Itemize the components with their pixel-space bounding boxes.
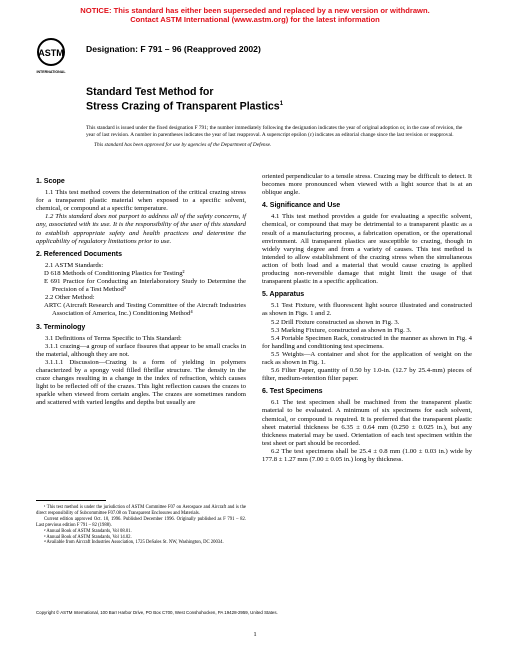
paragraph-2-1: 2.1 ASTM Standards: xyxy=(45,261,104,269)
paragraph-3-continued: oriented perpendicular to a tensile stress. Crazing may be difficult to detect. It becomes more pronounced when viewed with a light source that is at an oblique angle. xyxy=(262,173,472,197)
issuance-paragraph: This standard is issued under the fixed designation F 791; the number immediately following the designation indicates the year of original adoption or, in the case of revision, the year of last revision. A number in parentheses indicates the year of last reapproval. A superscript epsilon (ε) indicates an editorial change since the last revision or reapproval. xyxy=(86,125,463,138)
paragraph-3-1-1: 3.1.1 crazing—a group of surface fissures that appear to be small cracks in the material, although they are not. xyxy=(36,342,246,358)
paragraph-5-4: 5.4 Portable Specimen Rack, constructed in the manner as shown in Fig. 4 for handling and conditioning test specimens. xyxy=(262,334,472,350)
footnote-1-edition: Current edition approved Oct. 10, 1996. Published December 1996. Originally published as F 791 – 82. Last previous edition F 791 – 82 (1988). xyxy=(36,516,246,528)
title-line-1: Standard Test Method for xyxy=(86,86,214,98)
paragraph-2-2: 2.2 Other Method: xyxy=(45,294,95,302)
paragraph-6-2: 6.2 The test specimens shall be 25.4 ± 0.8 mm (1.00 ± 0.03 in.) wide by 177.8 ± 1.27 mm (7.00 ± 0.05 in.) long by thickness. xyxy=(262,447,472,463)
section-heading-referenced-documents: 2. Referenced Documents xyxy=(36,250,122,258)
paragraph-5-2: 5.2 Drill Fixture constructed as shown in Fig. 3. xyxy=(271,318,400,326)
issuance-note xyxy=(86,125,468,153)
paragraph-3-1: 3.1 Definitions of Terms Specific to This Standard: xyxy=(45,334,182,342)
footnote-1: ¹ This test method is under the jurisdiction of ASTM Committee F07 on Aerospace and Aircraft and is the direct responsibility of Subcommittee F07.08 on Transparent Enclosures and Materials. xyxy=(36,505,246,516)
paragraph-5-1: 5.1 Test Fixture, with fluorescent light source illustrated and constructed as shown in Figs. 1 and 2. xyxy=(262,302,472,318)
footnote-3: ³ Annual Book of ASTM Standards, Vol 14.02. xyxy=(44,534,132,540)
section-heading-apparatus: 5. Apparatus xyxy=(262,291,305,299)
copyright-line: Copyright © ASTM International, 100 Barr Harbor Drive, PO Box C700, West Conshohocken, PA 19428-2959, United States. xyxy=(36,610,278,615)
reference-artc: ARTC (Aircraft Research and Testing Committee of the Aircraft Industries Association of America, Inc.) Conditioning Method⁴ xyxy=(44,302,246,318)
reference-e691: E 691 Practice for Conducting an Interlaboratory Study to Determine the Precision of a Test Method³ xyxy=(44,278,246,294)
svg-text:INTERNATIONAL: INTERNATIONAL xyxy=(36,70,66,74)
reference-d618: D 618 Methods of Conditioning Plastics for Testing² xyxy=(44,269,185,277)
left-column xyxy=(36,173,246,407)
notice-line-2: Contact ASTM International (www.astm.org) for the latest information xyxy=(130,15,380,24)
section-heading-scope: 1. Scope xyxy=(36,178,65,185)
paragraph-5-3: 5.3 Marking Fixture, constructed as shown in Fig. 3. xyxy=(271,326,412,334)
title-line-2: Stress Crazing of Transparent Plastics$^1$ xyxy=(86,100,284,113)
footnote-divider xyxy=(36,500,106,501)
footnote-4: ⁴ Available from Aircraft Industries Association, 1725 DeSales St. NW, Washington, DC 20034. xyxy=(44,540,224,546)
footnote-2: ² Annual Book of ASTM Standards, Vol 08.01. xyxy=(44,528,132,534)
right-column xyxy=(262,173,472,464)
paragraph-4-1: 4.1 This test method provides a guide for evaluating a specific solvent, chemical, or compound that may be detrimental to a transparent plastic as a result of a manufacturing process, a fabrication operation, or the operational environment. All transparent plastics are susceptible to crazing, though in widely varying degree and from a variety of causes. This test method is intended to allow establishment of the crazing stress when the simultaneous action of both load and a material that would cause crazing is applied producing non-reversible damage that might limit the usage of that transparent plastic in a specific application. xyxy=(262,213,472,286)
paragraph-1-1: 1.1 This test method covers the determination of the critical crazing stress for a transparent plastic material when exposed to a specific solvent, chemical, or compound at a specific temperature. xyxy=(36,189,246,213)
paragraph-6-1: 6.1 The test specimen shall be machined from the transparent plastic material to be evaluated. A minimum of six specimens for each solvent, chemical, or compound is required. It is preferred that the transparent plastic sheet material thickness be 6.35 ± 0.64 mm (0.250 ± 0.025 in.), but any thickness material may be used. Orientation of each test specimen within the test sheet or part should be recorded. xyxy=(262,399,472,447)
astm-logo-icon xyxy=(36,36,66,76)
paragraph-5-6: 5.6 Filter Paper, quantity of 0.50 by 1.0-in. (12.7 by 25.4-mm) pieces of filter, medium-retention filter paper. xyxy=(262,367,472,383)
dod-approval-note: This standard has been approved for use by agencies of the Department of Defense. xyxy=(94,142,272,149)
section-heading-significance: 4. Significance and Use xyxy=(262,202,341,210)
footnotes xyxy=(36,505,246,546)
page-number: 1 xyxy=(253,631,257,638)
section-heading-test-specimens: 6. Test Specimens xyxy=(262,388,323,396)
section-heading-terminology: 3. Terminology xyxy=(36,323,86,331)
paragraph-3-1-1-1: 3.1.1.1 Discussion—Crazing is a form of yielding in polymers characterized by a spongy void filled fibrillar structure. The density in the craze changes resulting in a change in the index of refraction, which causes light to be reflected off of the crazes. This light reflection causes the crazes to sparkle when viewed from certain angles. The crazes are sometimes random and scattered with varied lengths and depths but usually are xyxy=(36,358,246,407)
paragraph-1-2: 1.2 This standard does not purport to address all of the safety concerns, if any, associated with its use. It is the responsibility of the user of this standard to establish appropriate safety and health practices and determine the applicability of regulatory limitations prior to use. xyxy=(36,213,246,245)
paragraph-5-5: 5.5 Weights—A container and shot for the application of weight on the rack as shown in Fig. 1. xyxy=(262,350,472,366)
svg-text:ASTM: ASTM xyxy=(38,48,64,58)
supersession-notice xyxy=(0,6,510,24)
notice-line-1: NOTICE: This standard has either been superseded and replaced by a new version or withdrawn. xyxy=(80,6,430,15)
document-title xyxy=(86,86,283,113)
designation: Designation: F 791 – 96 (Reapproved 2002) xyxy=(86,44,261,54)
